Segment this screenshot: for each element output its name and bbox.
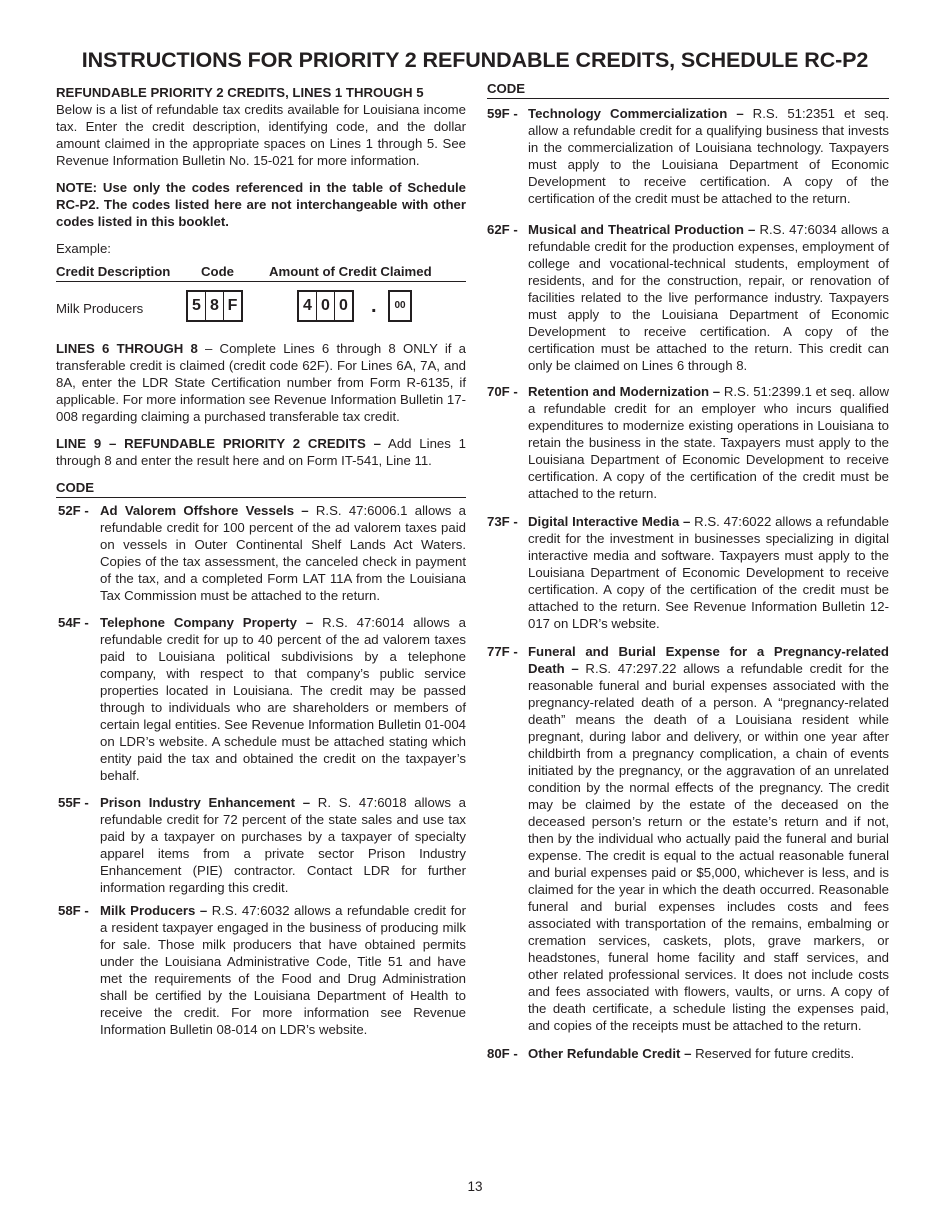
credit-name: Funeral and Burial Expense for a Pregnancy-related Death – (528, 644, 889, 676)
credit-name: Milk Producers – (100, 903, 208, 918)
example-label: Example: (56, 241, 111, 256)
example-description: Milk Producers (56, 301, 144, 316)
example-code-box (186, 290, 243, 322)
credit-name: Retention and Modernization – (528, 384, 721, 399)
credit-code: 62F - (487, 222, 518, 237)
credit-entry-62f (487, 221, 889, 374)
credit-entry-59f (487, 105, 889, 207)
credit-entry-77f (487, 643, 889, 1034)
code-char: 5 (188, 292, 206, 320)
credit-entry-80f (487, 1045, 889, 1062)
credit-text: R.S. 47:297.22 allows a refundable credit for the reasonable funeral and burial expenses associated with the pregnancy-related death of a person. A “pregnancy-related death” means the death of a Louisiana resident while pregnant, during labor and delivery, or within one year after childbirth from a pregnancy complication, a chain of events initiated by the pregnancy, or the aggravation of an unrelated condition by the normal effects of the pregnancy. The credit may be claimed by the estate of the deceased on the deceased person’s return or the estate’s return and if not, then by the individual who actually paid the funeral and burial expense. The credit is equal to the actual reasonable funeral and burial expenses paid or $5,000, whichever is less, and is claimed for the year in which the death occurred. Reasonable funeral and burial expenses includes costs and fees associated with transportation of the remains, embalming or cremation services, caskets, plots, grave markers, or headstones, funeral home facility and staff services, and other related professional services. It does not include costs and fees associated with flowers, vaults, or urns. A copy of the death certificate, a schedule listing the expenses paid, and copies of the receipts must be attached to the return. (528, 661, 890, 1033)
amount-char: 4 (299, 292, 317, 320)
credit-name: Technology Commercialization – (528, 106, 744, 121)
code-char: F (227, 297, 238, 314)
section-heading-lines-1-5: REFUNDABLE PRIORITY 2 CREDITS, LINES 1 THROUGH 5 (56, 85, 424, 100)
credit-code: 59F - (487, 106, 518, 121)
credit-text: Reserved for future credits. (691, 1046, 855, 1061)
decimal-point: . (371, 295, 377, 317)
left-column (56, 84, 466, 1038)
credit-entry-73f (487, 513, 889, 632)
example-cents-box: 00 (388, 290, 412, 322)
credit-name: Ad Valorem Offshore Vessels – (100, 503, 309, 518)
lines-6-8-paragraph: LINES 6 THROUGH 8 – Complete Lines 6 through 8 ONLY if a transferable credit is claimed (credit code 62F). For Lines 6A, 7A, and 8A, enter the LDR State Certification number from Form R-6135, if applicable. For more information see Revenue Information Bulletin 17-008 regarding claiming a purchased transferable tax credit. (56, 341, 466, 424)
right-column (487, 80, 889, 1062)
credit-text: R.S. 47:6032 allows a refundable credit for a resident taxpayer engaged in the business of producing milk for sale. Those milk producers that have obtained permits under the Louisiana Administrative Code, Title 51 and have met the requirements of the Food and Drug Administration shall be certified by the Louisiana Department of Health to receive the credit. For more information see Revenue Information Bulletin 08-014 on LDR’s website. (100, 903, 466, 1037)
credit-code: 58F - (58, 903, 89, 918)
code-heading-left: CODE (56, 479, 466, 498)
credit-name: Digital Interactive Media – (528, 514, 691, 529)
credit-text: R.S. 47:6014 allows a refundable credit for up to 40 percent of the ad valorem taxes paid to Louisiana political subdivisions by a telephone company, with respect to that company’s public service properties located in Louisiana. The credit may be passed through to individuals who are shareholders or members of certain legal entities. See Revenue Information Bulletin 01-004 on LDR’s website. A schedule must be attached stating which entity paid the tax and obtained the credit on the taxpayer’s behalf. (100, 615, 467, 783)
credit-text: R. S. 47:6018 allows a refundable credit for 72 percent of the state sales and use tax paid by a taxpayer on purchases by a taxpayer of specialty apparel items from a private sector Prison Industry Enhancement (PIE) contractor. Contact LDR for further information regarding this credit. (100, 795, 467, 895)
credit-entry-58f (56, 902, 466, 1038)
page-number: 13 (467, 1179, 483, 1194)
example-row (56, 288, 466, 330)
header-amount: Amount of Credit Claimed (269, 264, 432, 279)
credit-code: 70F - (487, 384, 518, 399)
code-char: 8 (206, 292, 224, 320)
header-code: Code (201, 264, 234, 279)
section-text-lines-1-5: Below is a list of refundable tax credits available for Louisiana income tax. Enter the credit description, identifying code, and the dollar amount claimed in the appropriate spaces on Lines 1 through 5. See Revenue Information Bulletin No. 15-021 for more information. (56, 102, 466, 168)
credit-text: R.S. 51:2399.1 et seq. allow a refundable credit for an employer who incurs qualified expenditures to modernize existing operations in Louisiana to retain the business in the state. Taxpayers must apply to the Louisiana Department of Economic Development to receive certification. A copy of the certification of the credit must be attached to the return. (528, 384, 889, 501)
line-9-paragraph: LINE 9 – REFUNDABLE PRIORITY 2 CREDITS – Add Lines 1 through 8 and enter the result here and on Form IT-541, Line 11. (56, 436, 466, 468)
credit-text: R.S. 47:6006.1 allows a refundable credit for 100 percent of the ad valorem taxes paid on vessels in Outer Continental Shelf Lands Act Waters. Copies of the tax assessment, the canceled check in payment of the tax, and a completed Form LAT 11A from the Louisiana Tax Commission must be attached to the return. (100, 503, 466, 603)
example-amount-box (297, 290, 354, 322)
example-table-header (56, 263, 466, 282)
note-paragraph: NOTE: Use only the codes referenced in the table of Schedule RC-P2. The codes listed here are not interchangeable with other codes listed in this booklet. (56, 180, 466, 229)
credit-code: 54F - (58, 615, 89, 630)
credit-code: 55F - (58, 795, 89, 810)
credit-name: Other Refundable Credit – (528, 1046, 692, 1061)
credit-entry-70f (487, 383, 889, 502)
amount-char: 0 (339, 297, 348, 314)
credit-code: 73F - (487, 514, 518, 529)
credit-text: R.S. 51:2351 et seq. allow a refundable credit for a qualifying business that invests in the commercialization of Louisiana technology. Taxpayers must apply to the Louisiana Department of Economic Development to receive certification. A copy of the certification of the credit must be attached to the return. (528, 106, 889, 206)
page-title: INSTRUCTIONS FOR PRIORITY 2 REFUNDABLE CREDITS, SCHEDULE RC-P2 (81, 48, 869, 72)
code-heading-right: CODE (487, 80, 889, 99)
amount-char: 0 (317, 292, 335, 320)
credit-code: 80F - (487, 1046, 518, 1061)
credit-entry-54f (56, 614, 466, 784)
credit-name: Telephone Company Property – (100, 615, 314, 630)
credit-code: 52F - (58, 503, 89, 518)
credit-name: Musical and Theatrical Production – (528, 222, 756, 237)
header-credit-description: Credit Description (56, 264, 171, 279)
credit-entry-55f (56, 794, 466, 896)
credit-text: R.S. 47:6022 allows a refundable credit for the investment in businesses specializing in digital interactive media and software. Taxpayers must apply to the Louisiana Department of Economic Development to receive certification. A copy of the certification of the credit must be attached to the return. See Revenue Information Bulletin 12-017 on LDR’s website. (528, 514, 889, 631)
credit-text: R.S. 47:6034 allows a refundable credit for the production expenses, employment of college and vocational-technical students, employment of residents, and for the construction, repair, or renovation of facilities related to the live performance industry. Taxpayers must apply to the Louisiana Department of Economic Development to receive certification. A copy of the certification must be attached to the return. This credit can only be claimed on Lines 6 through 8. (528, 222, 889, 373)
credit-code: 77F - (487, 644, 518, 659)
credit-entry-52f (56, 502, 466, 604)
credit-name: Prison Industry Enhancement – (100, 795, 311, 810)
